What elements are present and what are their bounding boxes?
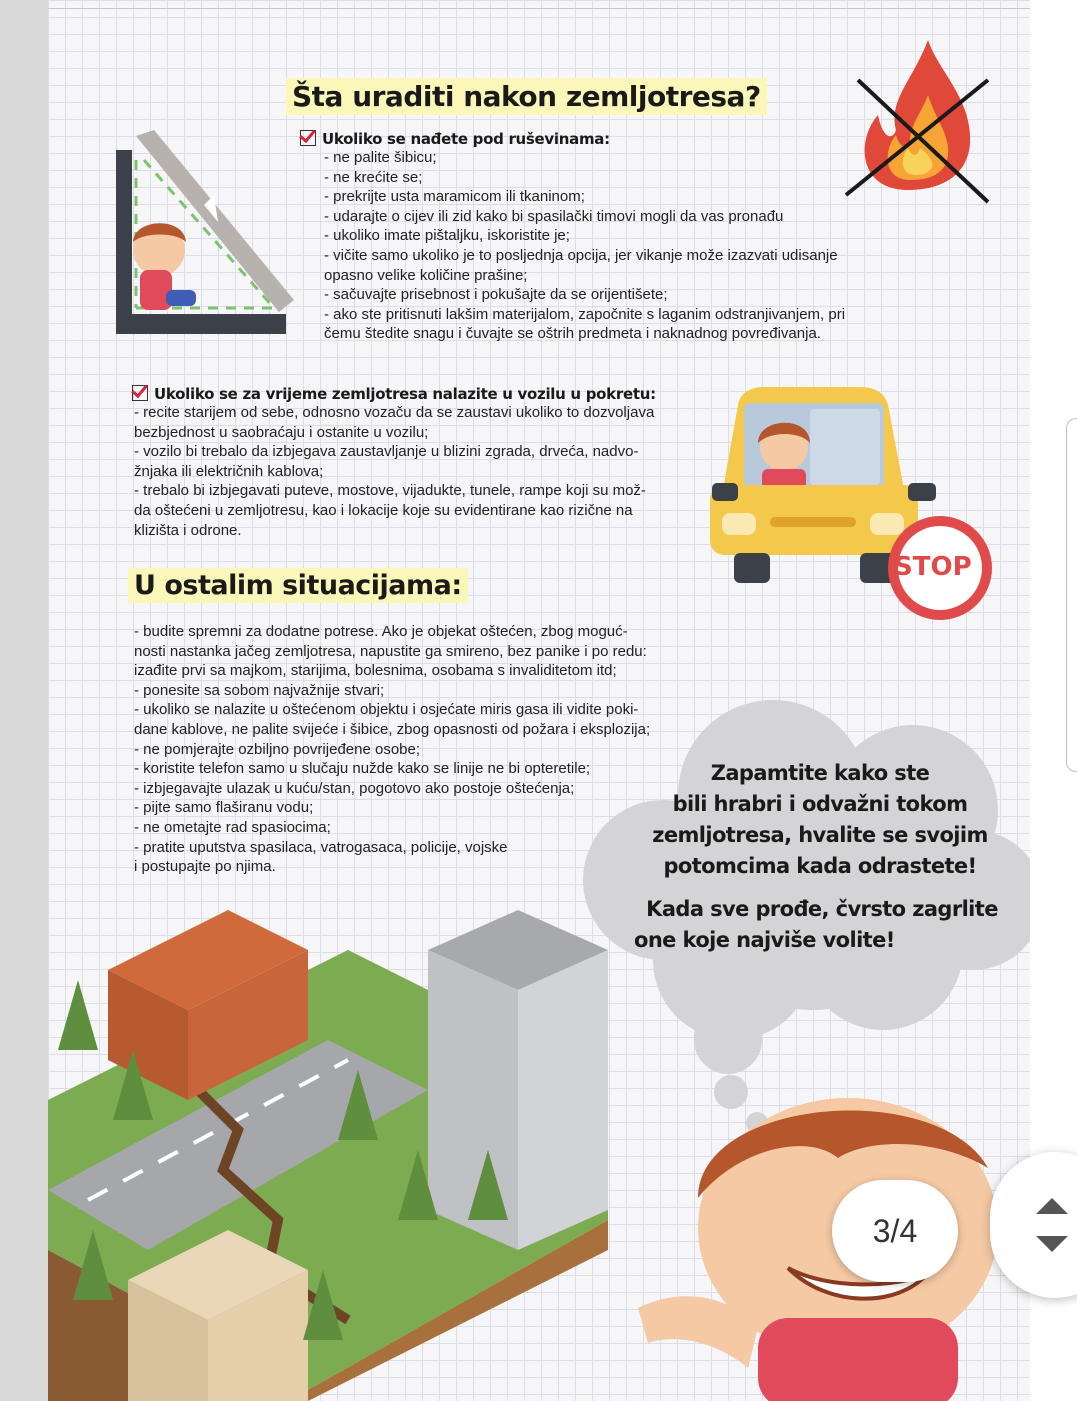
list-item: - ukoliko se nalazite u oštećenom objektu i osjećate miris gasa ili vidite poki- bbox=[134, 701, 639, 719]
scroll-up-icon[interactable] bbox=[1036, 1198, 1068, 1214]
list-item: - ako ste pritisnuti lakšim materijalom, započnite s laganim odstranjivanjem, pri bbox=[324, 305, 846, 323]
list-item: - ne pomjerajte ozbiljno povrijeđene osobe; bbox=[134, 740, 421, 758]
list-item: - ne ometajte rad spasiocima; bbox=[134, 818, 331, 836]
list-item: - ne palite šibicu; bbox=[324, 149, 437, 166]
bubble-line: zemljotresa, hvalite se svojim bbox=[652, 823, 988, 847]
list-item: - udarajte o cijev ili zid kako bi spasilački timovi mogli da vas pronađu bbox=[324, 207, 784, 225]
list-item: da oštećeni u zemljotresu, kao i lokacije koje su evidentirane kao rizične na bbox=[134, 501, 633, 519]
no-fire-icon bbox=[838, 40, 998, 210]
list-item: - ne krećite se; bbox=[324, 168, 423, 186]
list-item: - ukoliko imate pištaljku, iskoristite je; bbox=[324, 227, 570, 245]
list-item: - recite starijem od sebe, odnosno vozaču da se zaustavi ukoliko to dozvoljava bbox=[134, 404, 655, 421]
bubble-line: Zapamtite kako ste bbox=[710, 761, 930, 785]
list-item: - koristite telefon samo u slučaju nužde kako se linije ne bi opteretile; bbox=[134, 760, 591, 778]
section2-subtitle bbox=[132, 383, 656, 403]
bubble-line: bili hrabri i odvažni tokom bbox=[672, 792, 968, 816]
checkbox-icon bbox=[132, 385, 148, 401]
checkbox-icon bbox=[300, 130, 316, 146]
list-item: klizišta i odrone. bbox=[134, 521, 242, 539]
scroll-down-icon[interactable] bbox=[1036, 1236, 1068, 1252]
section2-list bbox=[134, 403, 654, 540]
list-item: - sačuvajte prisebnost i pokušajte da se orijentišete; bbox=[324, 286, 668, 304]
list-item: - izbjegavajte ulazak u kuću/stan, pogotovo ako postoje oštećenja; bbox=[134, 779, 575, 797]
list-item: - pratite uputstva spasilaca, vatrogasaca, policije, vojske bbox=[134, 838, 508, 856]
section3-list bbox=[134, 622, 650, 877]
list-item: - prekrijte usta maramicom ili tkaninom; bbox=[324, 188, 585, 206]
page-indicator-label: 3/4 bbox=[872, 1212, 918, 1249]
rubble-illustration bbox=[114, 130, 304, 340]
section1-title: Šta uraditi nakon zemljotresa? bbox=[286, 78, 767, 115]
bubble-message-1 bbox=[630, 758, 1010, 882]
list-item: - trebalo bi izbjegavati puteve, mostove, vijadukte, tunele, rampe koji su mož- bbox=[134, 482, 646, 500]
list-item: i postupajte po njima. bbox=[134, 858, 276, 876]
list-item: bezbjednost u saobraćaju i ostanite u vozilu; bbox=[134, 423, 429, 441]
bubble-line: one koje najviše volite! bbox=[634, 928, 895, 952]
page-top-border bbox=[48, 8, 1030, 9]
section2-subtitle-text: Ukoliko se za vrijeme zemljotresa nalazite u vozilu u pokretu: bbox=[154, 385, 656, 403]
city-illustration bbox=[48, 890, 668, 1401]
bubble-line: Kada sve prođe, čvrsto zagrlite bbox=[646, 897, 998, 921]
list-item: opasno velike količine prašine; bbox=[324, 266, 528, 284]
list-item: dane kablove, ne palite svijeće i šibice, zbog opasnosti od požara i eksplozija; bbox=[134, 720, 651, 738]
car-illustration bbox=[710, 385, 990, 620]
section1-subtitle bbox=[300, 128, 610, 148]
list-item: izađite prvi sa majkom, starijima, bolesnima, osobama s invaliditetom itd; bbox=[134, 662, 617, 680]
list-item: - pijte samo flaširanu vodu; bbox=[134, 799, 314, 817]
list-item: - ponesite sa sobom najvažnije stvari; bbox=[134, 681, 385, 699]
section1-subtitle-text: Ukoliko se nađete pod ruševinama: bbox=[322, 130, 610, 148]
page-indicator bbox=[832, 1180, 958, 1282]
bubble-line: potomcima kada odrastete! bbox=[663, 854, 977, 878]
list-item: nosti nastanka jačeg zemljotresa, napustite ga smireno, bez panike i po redu: bbox=[134, 642, 647, 660]
list-item: žnjaka ili električnih kablova; bbox=[134, 462, 324, 480]
list-item: - vičite samo ukoliko je to posljednja opcija, jer vikanje može izazvati udisanje bbox=[324, 246, 838, 264]
bubble-message-2 bbox=[622, 894, 1022, 956]
section1-list bbox=[324, 148, 845, 344]
list-item: čemu štedite snagu i čuvajte se oštrih predmeta i naknadnog povređivanja. bbox=[324, 325, 821, 343]
list-item: - budite spremni za dodatne potrese. Ako je objekat oštećen, zbog moguć- bbox=[134, 623, 628, 640]
stop-sign-text: STOP bbox=[894, 552, 972, 582]
edge-panel-handle[interactable] bbox=[1066, 418, 1077, 772]
section3-title: U ostalim situacijama: bbox=[128, 568, 468, 603]
list-item: - vozilo bi trebalo da izbjegava zaustavljanje u blizini zgrada, drveća, nadvo- bbox=[134, 443, 639, 461]
